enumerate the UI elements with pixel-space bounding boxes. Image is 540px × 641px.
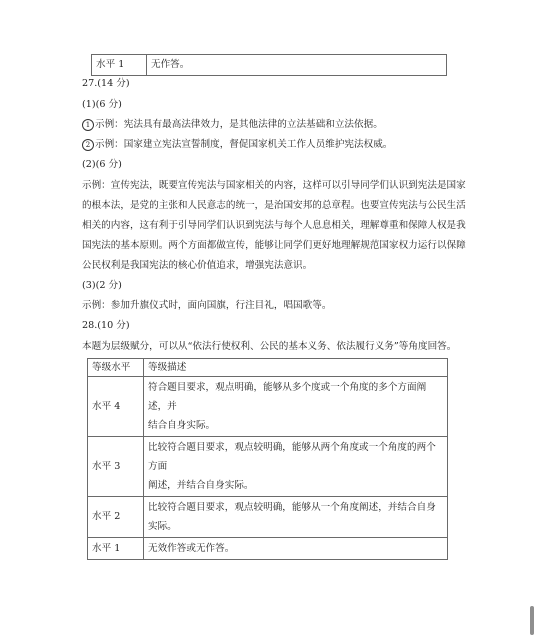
description-cell: [144, 538, 448, 560]
column-header-level: 等级水平: [88, 359, 144, 377]
part-1-item-2: [82, 139, 392, 151]
part-1-label: (1)(6 分): [82, 99, 122, 110]
circled-number-1: 1: [82, 119, 94, 131]
description-line: 无效作答或无作答。: [148, 543, 235, 554]
description-cell: [144, 437, 448, 497]
level-cell: 水平 4: [88, 377, 144, 437]
question-27-header: 27.(14 分): [82, 78, 130, 89]
part-2-line: 国宪法的基本原则。两个方面都做宣传，能够让同学们更好地理解规范国家权力运行以保障: [82, 240, 466, 251]
part-3-label: (3)(2 分): [82, 280, 122, 291]
table-row: [88, 437, 448, 497]
level-table-continued: [91, 54, 447, 76]
question-28-header: 28.(10 分): [82, 320, 130, 331]
item-text: 示例：国家建立宪法宣誓制度，督促国家机关工作人员维护宪法权威。: [95, 139, 393, 150]
part-2-line: 公民权利是我国宪法的核心价值追求，增强宪法意识。: [82, 260, 313, 271]
description-line: 结合自身实际。: [148, 420, 216, 431]
table-row: [88, 377, 448, 437]
circled-number-2: 2: [82, 139, 94, 151]
description-line: 比较符合题目要求，观点较明确，能够从两个角度或一个角度的两个方面: [148, 442, 436, 472]
column-header-description: 等级描述: [144, 359, 448, 377]
description-cell: [144, 497, 448, 538]
part-2-line: 的根本法，是党的主张和人民意志的统一，是治国安邦的总章程。也要宣传宪法与公民生活: [82, 200, 466, 211]
description-line: 阐述，并结合自身实际。: [148, 480, 254, 491]
description-line: 比较符合题目要求，观点较明确，能够从一个角度阐述，并结合自身实际。: [148, 502, 436, 532]
part-2-line: 示例：宣传宪法，既要宣传宪法与国家相关的内容，这样可以引导同学们认识到宪法是国家: [82, 180, 466, 191]
level-cell: 水平 1: [88, 538, 144, 560]
description-cell: [144, 377, 448, 437]
level-table: [87, 358, 448, 560]
part-1-item-1: [82, 119, 383, 131]
description-cell: 无作答。: [147, 55, 447, 76]
level-cell: 水平 3: [88, 437, 144, 497]
item-text: 示例：宪法具有最高法律效力，是其他法律的立法基础和立法依据。: [95, 119, 383, 130]
part-2-label: (2)(6 分): [82, 159, 122, 170]
table-header-row: [88, 359, 448, 377]
part-2-line: 相关的内容，这有利于引导同学们认识到宪法与每个人息息相关，理解尊重和保障人权是我: [82, 220, 466, 231]
level-cell: 水平 1: [92, 55, 147, 76]
scrollbar-thumb[interactable]: [530, 606, 534, 635]
table-row: [88, 538, 448, 560]
question-28-intro: 本题为层级赋分，可以从“依法行使权利、公民的基本义务、依法履行义务”等角度回答。: [82, 341, 457, 352]
table-row: [88, 497, 448, 538]
level-cell: 水平 2: [88, 497, 144, 538]
table-row: [92, 55, 447, 76]
part-3-text: 示例：参加升旗仪式时，面向国旗，行注目礼，唱国歌等。: [82, 300, 332, 311]
description-line: 符合题目要求，观点明确，能够从多个度或一个角度的多个方面阐述，并: [148, 382, 427, 412]
